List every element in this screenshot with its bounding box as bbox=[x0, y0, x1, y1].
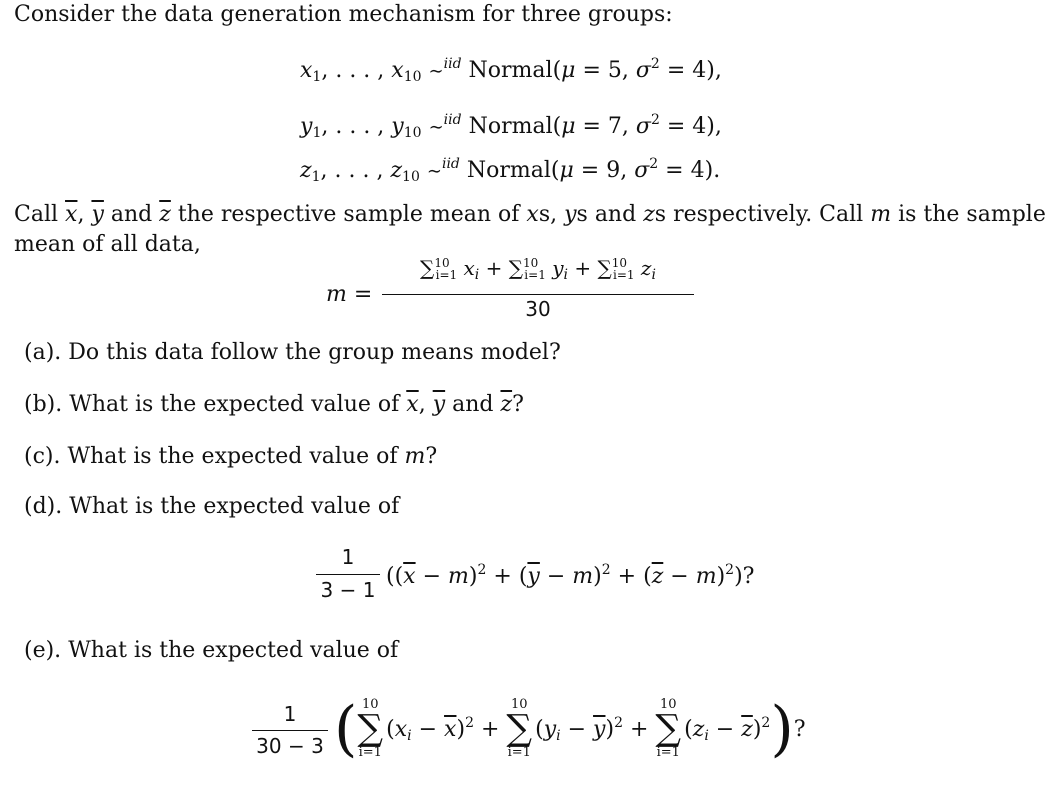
e-frac-den: 30 − 3 bbox=[256, 734, 324, 758]
m-fraction-bar bbox=[382, 294, 694, 295]
question-c: (c). What is the expected value of m? bbox=[24, 444, 438, 469]
call-line-1: Call $\overline{x}$, $\overline{y}$ and $\overline{z}$ the respective sample mean of xs, ys and zs respectively. Call m is the sample bbox=[14, 202, 1046, 227]
question-b: (b). What is the expected value of $\overline{x}$, $\overline{y}$ and $\overline{z}$? bbox=[24, 392, 524, 417]
question-e: (e). What is the expected value of bbox=[24, 638, 399, 663]
e-expression: ( 10 ∑ i=1 $(x_i - \overline{x})^2$ + 10 ∑ i=1 $(y_i - \overline{y})^2$ + 10 ∑ i=1 $(z_i - \overline{z})^2$ ) ? bbox=[334, 694, 806, 764]
d-expression: $((\overline{x} - m)^2 + (\overline{y} - m)^2 + (\overline{z} - m)^2)$? bbox=[386, 562, 755, 589]
question-d: (d). What is the expected value of bbox=[24, 494, 400, 519]
e-frac-num: 1 bbox=[283, 702, 297, 726]
call-line-2: mean of all data, bbox=[14, 232, 201, 257]
d-frac-num: 1 bbox=[341, 545, 355, 569]
m-label: m = bbox=[326, 282, 373, 307]
m-numerator: ∑$^{10}_{i=1}$ $x_i + \sum^{10}_{i=1}$ $y_i + \sum^{10}_{i=1}$ $z_i$ bbox=[420, 256, 656, 283]
e-sum-z: 10 ∑ i=1 bbox=[655, 697, 682, 760]
question-a: (a). Do this data follow the group means model? bbox=[24, 340, 561, 365]
e-sum-x: 10 ∑ i=1 bbox=[357, 697, 384, 760]
e-fraction-bar bbox=[252, 730, 328, 731]
e-sum-y: 10 ∑ i=1 bbox=[506, 697, 533, 760]
m-denominator: 30 bbox=[525, 297, 551, 321]
d-frac-den: 3 − 1 bbox=[320, 578, 376, 602]
group-x-line: $x_1$, . . . , $x_{10}$ ∼$^{iid}$ Normal(μ = 5, $\sigma^2 = 4$), bbox=[300, 56, 722, 85]
group-y-line: $y_1$, . . . , $y_{10}$ ∼$^{iid}$ Normal(μ = 7, $\sigma^2 = 4$), bbox=[300, 112, 722, 141]
group-z-line: $z_1$, . . . , $z_{10}$ ∼$^{iid}$ Normal(μ = 9, $\sigma^2 = 4$). bbox=[300, 156, 721, 185]
d-fraction-bar bbox=[316, 574, 380, 575]
intro-text: Consider the data generation mechanism for three groups: bbox=[14, 2, 673, 27]
